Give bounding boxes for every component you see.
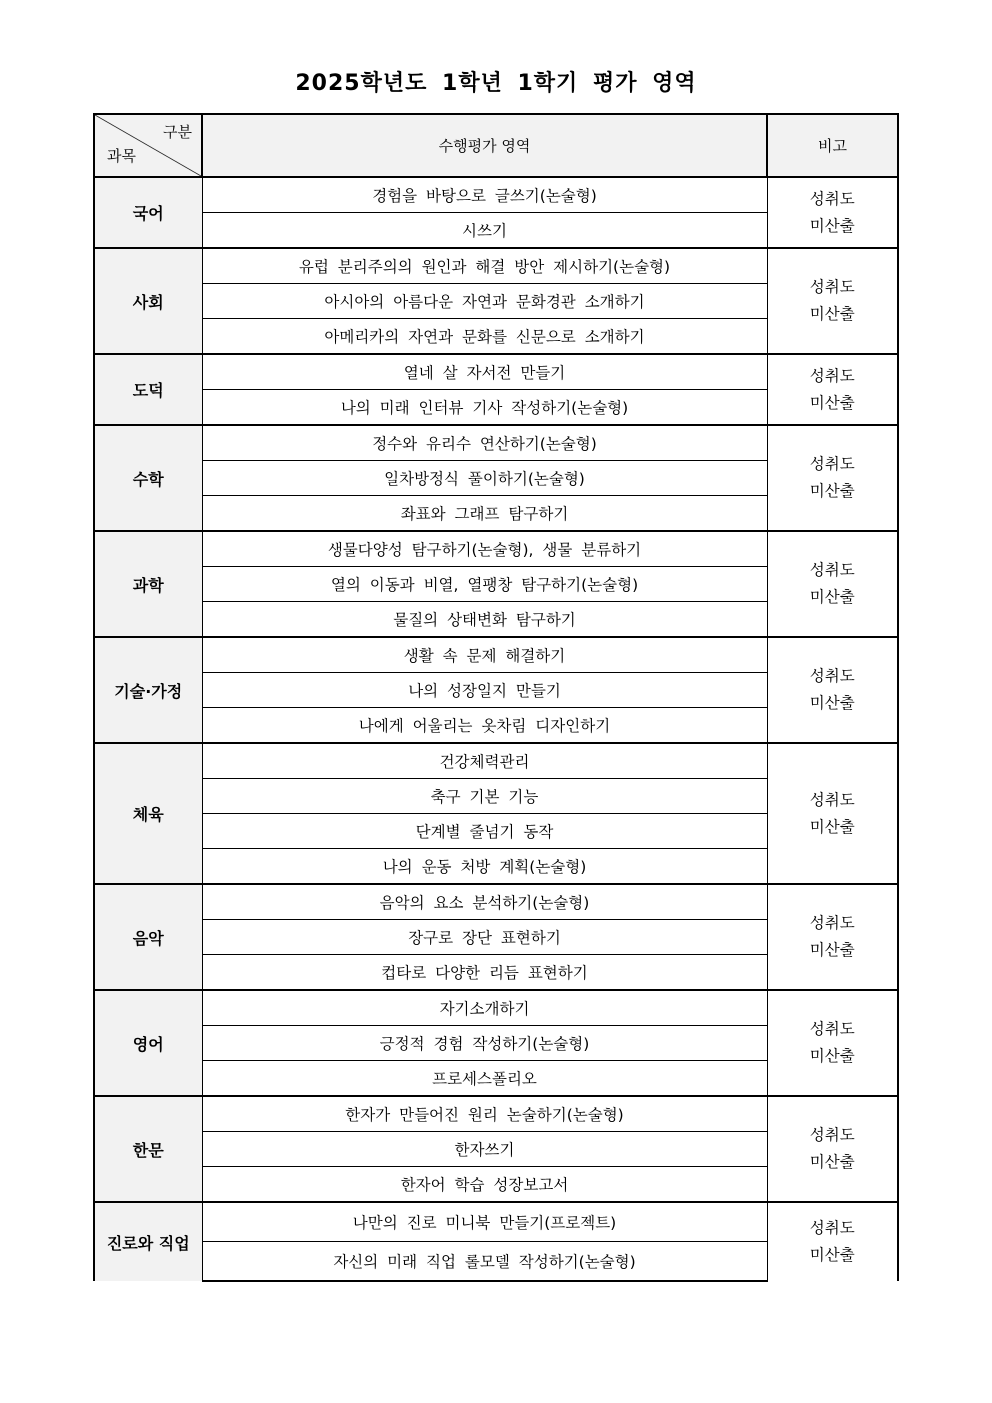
note-line-not-calculated: 미산출	[809, 393, 855, 412]
header-category-label: 구분	[163, 123, 192, 141]
note-line-not-calculated: 미산출	[809, 588, 855, 606]
assessment-area: 축구 기본 기능	[202, 779, 767, 814]
note-cell	[767, 531, 898, 637]
note-cell	[767, 884, 898, 990]
subject-name: 사회	[94, 248, 202, 354]
assessment-area: 아메리카의 자연과 문화를 신문으로 소개하기	[202, 319, 767, 355]
assessment-area: 장구로 장단 표현하기	[202, 920, 767, 955]
assessment-area: 아시아의 아름다운 자연과 문화경관 소개하기	[202, 284, 767, 319]
subject-name: 체육	[94, 743, 202, 884]
assessment-area: 한자쓰기	[202, 1132, 767, 1167]
note-line-not-calculated: 미산출	[809, 1047, 855, 1065]
assessment-area: 시쓰기	[202, 213, 767, 249]
subject-name: 도덕	[94, 354, 202, 425]
assessment-area: 좌표와 그래프 탐구하기	[202, 496, 767, 532]
table-row	[94, 354, 898, 390]
assessment-area: 열네 살 자서전 만들기	[202, 354, 767, 390]
assessment-area: 생활 속 문제 해결하기	[202, 637, 767, 673]
table-row	[94, 637, 898, 673]
note-line-not-calculated: 미산출	[809, 1246, 855, 1264]
table-row	[94, 990, 898, 1026]
table-row	[94, 531, 898, 567]
assessment-area: 자신의 미래 직업 롤모델 작성하기(논술형)	[202, 1242, 767, 1282]
assessment-area: 생물다양성 탐구하기(논술형), 생물 분류하기	[202, 531, 767, 567]
assessment-area: 나의 미래 인터뷰 기사 작성하기(논술형)	[202, 390, 767, 426]
note-line-achievement: 성취도	[809, 278, 855, 296]
subject-name: 영어	[94, 990, 202, 1096]
assessment-area: 한자가 만들어진 원리 논술하기(논술형)	[202, 1096, 767, 1132]
assessment-area: 나의 성장일지 만들기	[202, 673, 767, 708]
note-cell	[767, 248, 898, 354]
note-line-not-calculated: 미산출	[809, 216, 855, 235]
note-cell	[767, 743, 898, 884]
note-cell	[767, 637, 898, 743]
assessment-area: 유럽 분리주의의 원인과 해결 방안 제시하기(논술형)	[202, 248, 767, 284]
evaluation-table	[93, 113, 899, 1282]
note-cell	[767, 425, 898, 531]
assessment-area: 긍정적 경험 작성하기(논술형)	[202, 1026, 767, 1061]
header-subject-label: 과목	[107, 147, 136, 165]
note-cell	[767, 1202, 898, 1281]
table-body	[94, 177, 898, 1281]
assessment-area: 컵타로 다양한 리듬 표현하기	[202, 955, 767, 991]
table-row	[94, 1096, 898, 1132]
page-title: 2025학년도 1학년 1학기 평가 영역	[295, 71, 697, 96]
note-line-achievement: 성취도	[809, 366, 855, 385]
note-line-achievement: 성취도	[809, 1020, 855, 1038]
table-row	[94, 743, 898, 779]
note-line-achievement: 성취도	[809, 790, 855, 809]
subject-name: 진로와 직업	[94, 1202, 202, 1281]
note-line-achievement: 성취도	[809, 667, 855, 685]
note-line-achievement: 성취도	[809, 189, 855, 208]
note-cell	[767, 177, 898, 248]
note-line-not-calculated: 미산출	[809, 817, 855, 836]
header-corner-cell	[94, 114, 202, 177]
note-line-not-calculated: 미산출	[809, 1153, 855, 1171]
subject-name: 국어	[94, 177, 202, 248]
header-area: 수행평가 영역	[202, 114, 767, 177]
header-note: 비고	[767, 114, 898, 177]
assessment-area: 경험을 바탕으로 글쓰기(논술형)	[202, 177, 767, 213]
note-cell	[767, 990, 898, 1096]
assessment-area: 프로세스폴리오	[202, 1061, 767, 1097]
assessment-area: 정수와 유리수 연산하기(논술형)	[202, 425, 767, 461]
assessment-area: 건강체력관리	[202, 743, 767, 779]
assessment-area: 물질의 상태변화 탐구하기	[202, 602, 767, 638]
note-line-not-calculated: 미산출	[809, 305, 855, 323]
assessment-area: 음악의 요소 분석하기(논술형)	[202, 884, 767, 920]
subject-name: 기술·가정	[94, 637, 202, 743]
table-header-row	[94, 114, 898, 177]
note-line-achievement: 성취도	[809, 455, 855, 473]
table-row	[94, 1202, 898, 1242]
note-line-achievement: 성취도	[809, 1126, 855, 1144]
table-row	[94, 884, 898, 920]
assessment-area: 나만의 진로 미니북 만들기(프로젝트)	[202, 1202, 767, 1242]
table-row	[94, 248, 898, 284]
table-row	[94, 425, 898, 461]
note-cell	[767, 354, 898, 425]
subject-name: 수학	[94, 425, 202, 531]
note-line-not-calculated: 미산출	[809, 694, 855, 712]
note-cell	[767, 1096, 898, 1202]
assessment-area: 자기소개하기	[202, 990, 767, 1026]
assessment-area: 단계별 줄넘기 동작	[202, 814, 767, 849]
subject-name: 한문	[94, 1096, 202, 1202]
assessment-area: 열의 이동과 비열, 열팽창 탐구하기(논술형)	[202, 567, 767, 602]
note-line-achievement: 성취도	[809, 561, 855, 579]
assessment-area: 한자어 학습 성장보고서	[202, 1167, 767, 1203]
table-row	[94, 177, 898, 213]
assessment-area: 나의 운동 처방 계획(논술형)	[202, 849, 767, 885]
note-line-not-calculated: 미산출	[809, 941, 855, 959]
note-line-not-calculated: 미산출	[809, 482, 855, 500]
note-line-achievement: 성취도	[809, 914, 855, 932]
subject-name: 음악	[94, 884, 202, 990]
assessment-area: 일차방정식 풀이하기(논술형)	[202, 461, 767, 496]
assessment-area: 나에게 어울리는 옷차림 디자인하기	[202, 708, 767, 744]
subject-name: 과학	[94, 531, 202, 637]
note-line-achievement: 성취도	[809, 1219, 855, 1237]
